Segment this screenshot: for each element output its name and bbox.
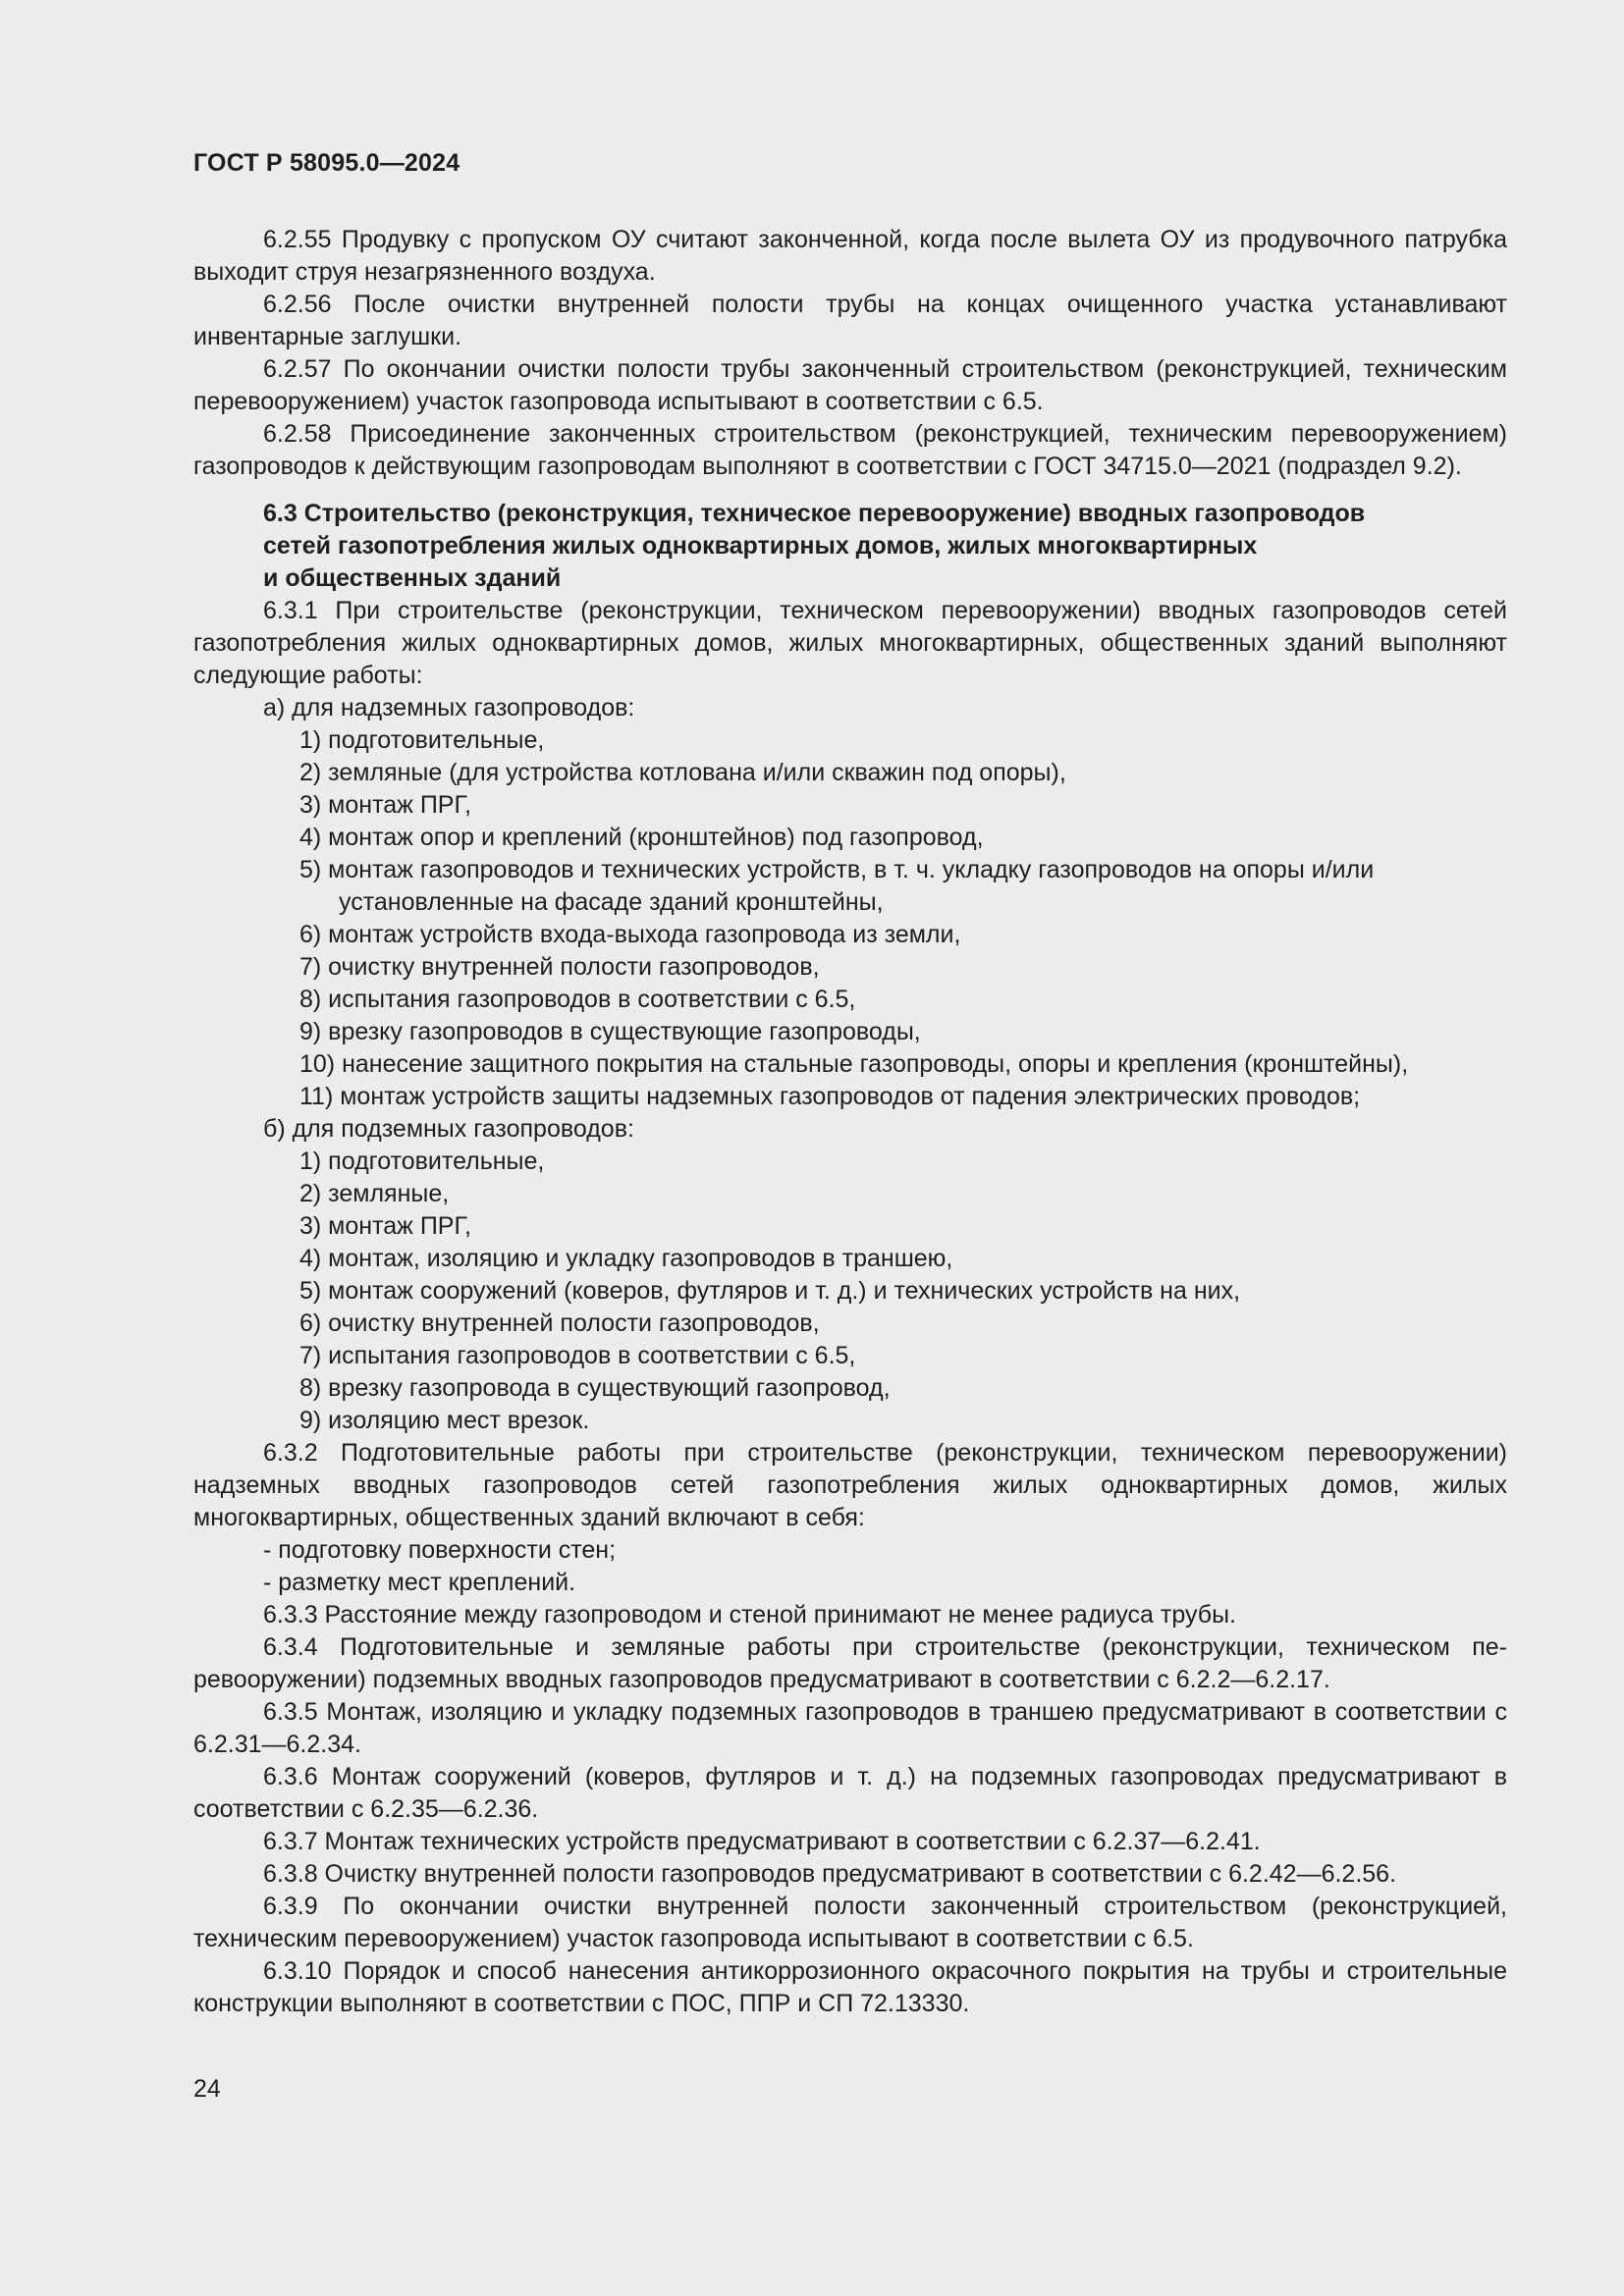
list-a-item: 7) очистку внутренней полости газопроводов,: [299, 953, 820, 981]
list-a-item: 10) нанесение защитного покрытия на стальные газопроводы, опоры и крепления (кронштейны),: [299, 1050, 1409, 1078]
list-a-item: 11) монтаж устройств защиты надземных газопроводов от падения электрических проводов;: [299, 1083, 1361, 1110]
list-b-label: б) для подземных газопроводов:: [263, 1115, 634, 1143]
list-b-item: 8) врезку газопровода в существующий газопровод,: [299, 1374, 891, 1402]
list-b-item: 1) подготовительные,: [299, 1148, 545, 1175]
list-b-item: 5) монтаж сооружений (коверов, футляров и т. д.) и технических устройств на них,: [299, 1277, 1241, 1305]
document-body: [193, 224, 1507, 2020]
paragraph-6-2-57: 6.2.57 По окончании очистки полости трубы законченный строительством (реконструкцией, техническим перевооружением) участок газопровода испытывают в соответствии с 6.5.: [193, 355, 1507, 415]
dash-item: - разметку мест креплений.: [263, 1569, 576, 1596]
list-a-item: 4) монтаж опор и креплений (кронштейнов) под газопровод,: [299, 824, 984, 851]
list-a-item: 1) подготовительные,: [299, 726, 545, 754]
section-heading-line: 6.3 Строительство (реконструкция, техническое перевооружение) вводных газопроводов: [263, 500, 1366, 527]
list-a-item: 9) врезку газопроводов в существующие газопроводы,: [299, 1018, 921, 1045]
paragraph-6-3-9: 6.3.9 По окончании очистки внутренней полости законченный строительством (реконструкцией, техническим перевооружением) участок газопровода испытывают в соответствии с 6.5.: [193, 1893, 1507, 1952]
paragraph-6-3-8: 6.3.8 Очистку внутренней полости газопроводов предусматривают в соответствии с 6.2.42—6.2.56.: [263, 1860, 1397, 1888]
list-b-item: 6) очистку внутренней полости газопроводов,: [299, 1309, 820, 1337]
list-a-item: 2) земляные (для устройства котлована и/или скважин под опоры),: [299, 759, 1066, 786]
list-b-item: 4) монтаж, изоляцию и укладку газопроводов в траншею,: [299, 1245, 953, 1272]
paragraph-6-2-58: 6.2.58 Присоединение законченных строительством (реконструкцией, техническим перевооружением) газопроводов к действующим газопроводам выполняют в соответствии с ГОСТ 34715.0—2021 (подраздел 9.2).: [193, 420, 1507, 480]
list-b-item: 7) испытания газопроводов в соответствии с 6.5,: [299, 1342, 856, 1369]
paragraph-6-3-7: 6.3.7 Монтаж технических устройств предусматривают в соответствии с 6.2.37—6.2.41.: [263, 1828, 1261, 1855]
section-heading-6-3: [193, 498, 1507, 595]
paragraph-6-2-56: 6.2.56 После очистки внутренней полости трубы на концах очищенного участка устанавливают инвентарные заглушки.: [193, 291, 1507, 350]
list-b-item: 9) изоляцию мест врезок.: [299, 1407, 590, 1434]
paragraph-6-3-3: 6.3.3 Расстояние между газопроводом и стеной принимают не менее радиуса трубы.: [263, 1601, 1236, 1629]
section-heading-line: сетей газопотребления жилых одноквартирных домов, жилых многоквартирных: [263, 532, 1258, 560]
document-header-title: ГОСТ Р 58095.0—2024: [193, 149, 460, 177]
paragraph-6-3-2: 6.3.2 Подготовительные работы при строительстве (реконструкции, техническом перевооружении) надземных вводных газопроводов сетей газопотребления жилых одноквартирных домов, жилых многоквартирных, общественных зданий включают в себя:: [193, 1439, 1507, 1531]
paragraph-6-2-55: 6.2.55 Продувку с пропуском ОУ считают законченной, когда после вылета ОУ из продувочного патрубка выходит струя незагрязненного воздуха.: [193, 226, 1507, 286]
paragraph-6-3-1: 6.3.1 При строительстве (реконструкции, техническом перевооружении) вводных газопроводов сетей газопотребления жилых одноквартирных домов, жилых многоквартирных, общественных зданий выполняют следующие работы:: [193, 597, 1507, 689]
section-heading-line: и общественных зданий: [263, 564, 562, 592]
list-a-item: 6) монтаж устройств входа-выхода газопровода из земли,: [299, 921, 961, 948]
list-a-label: а) для надземных газопроводов:: [263, 694, 635, 721]
page-number: 24: [193, 2075, 221, 2103]
paragraph-6-3-5: 6.3.5 Монтаж, изоляцию и укладку подземных газопроводов в траншею предусматривают в соответствии с 6.2.31—6.2.34.: [193, 1698, 1507, 1758]
list-b-item: 2) земляные,: [299, 1180, 450, 1207]
dash-item: - подготовку поверхности стен;: [263, 1536, 617, 1564]
list-a-item: 8) испытания газопроводов в соответствии с 6.5,: [299, 986, 856, 1013]
list-a-item: 3) монтаж ПРГ,: [299, 791, 471, 819]
paragraph-6-3-4: 6.3.4 Подготовительные и земляные работы при строительстве (реконструкции, техническом перевооружении) подземных вводных газопроводов предусматривают в соответствии с 6.2.2—6.2.17.: [193, 1633, 1507, 1693]
paragraph-6-3-6: 6.3.6 Монтаж сооружений (коверов, футляров и т. д.) на подземных газопроводах предусматривают в соответствии с 6.2.35—6.2.36.: [193, 1763, 1507, 1823]
list-a-item: 5) монтаж газопроводов и технических устройств, в т. ч. укладку газопроводов на опоры и/или установленные на фасаде зданий кронштейны,: [299, 856, 1375, 916]
list-b-item: 3) монтаж ПРГ,: [299, 1212, 471, 1240]
paragraph-6-3-10: 6.3.10 Порядок и способ нанесения антикоррозионного окрасочного покрытия на трубы и строительные конструкции выполняют в соответствии с ПОС, ППР и СП 72.13330.: [193, 1957, 1507, 2017]
